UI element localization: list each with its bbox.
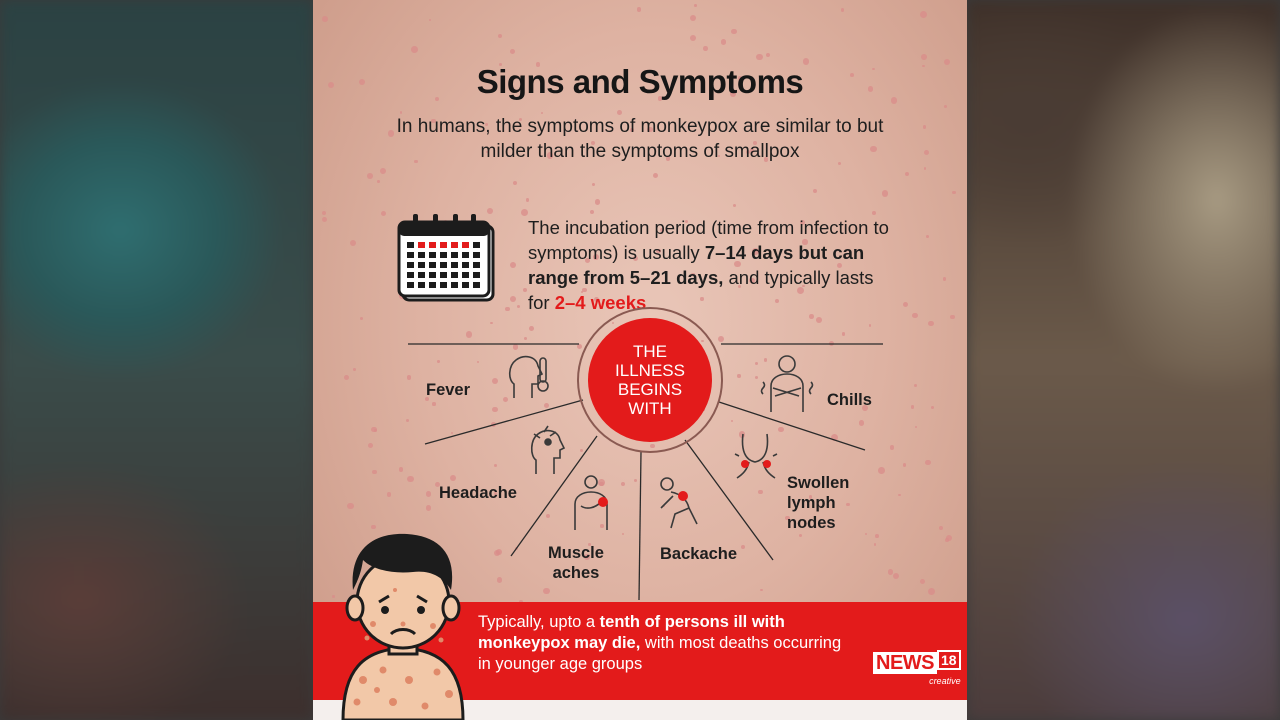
symptom-muscle-aches: Muscle aches	[548, 544, 604, 582]
background-right-blur	[967, 0, 1280, 720]
sick-child-illustration	[333, 530, 473, 720]
page-title: Signs and Symptoms	[476, 63, 804, 100]
symptom-fever: Fever	[426, 381, 471, 399]
news18-creative-logo: NEWS 18 creative	[873, 652, 961, 686]
backache-icon	[653, 474, 709, 530]
incubation-text: The incubation period (time from infection to symptoms) is usually 7–14 days but can range from 5–21 days, and typically lasts for 2–4 weeks	[528, 217, 889, 313]
mortality-text: Typically, upto a tenth of persons ill with monkeypox may die, with most deaths occurring in younger age groups	[478, 613, 842, 673]
symptom-headache: Headache	[439, 484, 517, 502]
muscle-aches-icon	[565, 474, 619, 532]
symptom-backache: Backache	[660, 545, 738, 563]
chills-icon	[759, 352, 815, 414]
subtitle: In humans, the symptoms of monkeypox are similar to but milder than the symptoms of smallpox	[396, 116, 884, 162]
swollen-lymph-icon	[733, 430, 779, 482]
center-circle: THE ILLNESS BEGINS WITH	[588, 318, 712, 442]
infographic-panel	[313, 0, 967, 720]
fever-icon	[506, 352, 552, 402]
symptom-swollen-lymph-nodes: Swollen lymph nodes	[787, 474, 850, 532]
background-left-blur	[0, 0, 313, 720]
symptom-chills: Chills	[827, 391, 872, 409]
headache-icon	[526, 424, 574, 476]
